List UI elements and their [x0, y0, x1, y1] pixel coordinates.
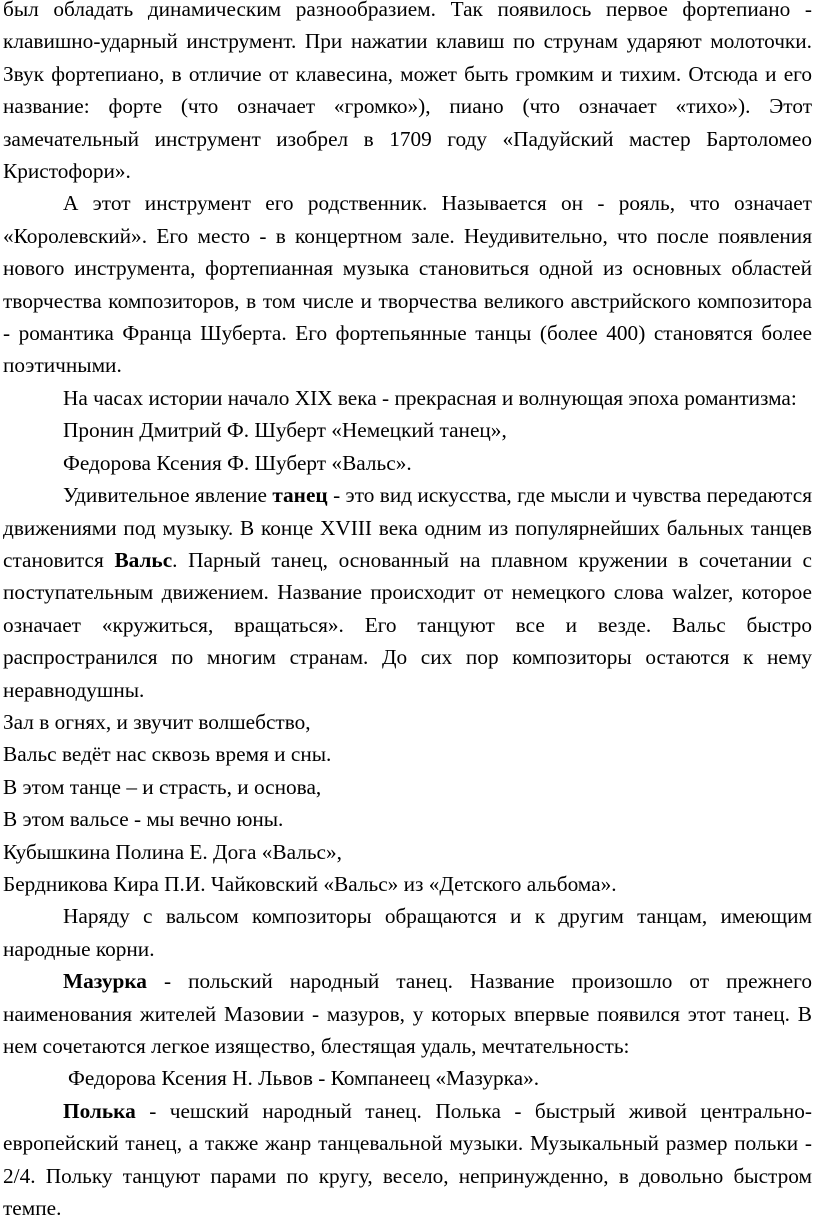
- performer-line-5: Федорова Ксения Н. Львов - Компанеец «Мазурка».: [68, 1066, 540, 1091]
- performer-line-2: Федорова Ксения Ф. Шуберт «Вальс».: [63, 450, 412, 475]
- waltz-text-c: . Парный танец, основанный на плавном кружении в сочетании с поступательным движением. Название происходит от немецкого слова walzer, которое означает «кружиться, вращаться». Его танцуют все и везде. Вальс быстро распространился по многим странам. До сих пор композиторы остаются к нему неравнодушны.: [3, 547, 812, 702]
- paragraph-piano-origin: был обладать динамическим разнообразием. Так появилось первое фортепиано - клавишно-ударный инструмент. При нажатии клавиш по струнам ударяют молоточки. Звук фортепиано, в отличие от клавесина, может быть громким и тихим. Отсюда и его название: форте (что означает «громко»), пиано (что означает «тихо»). Этот замечательный инструмент изобрел в 1709 году «Падуйский мастер Бартоломео Кристофори».: [3, 0, 812, 184]
- paragraph-polka: [3, 1095, 812, 1224]
- poem-line-3: В этом танце – и страсть, и основа,: [3, 774, 322, 799]
- poem-line-4: В этом вальсе - мы вечно юны.: [3, 807, 284, 832]
- performer-line-4: Бердникова Кира П.И. Чайковский «Вальс» из «Детского альбома».: [3, 871, 617, 896]
- performer-line-3: Кубышкина Полина Е. Дога «Вальс»,: [3, 839, 342, 864]
- paragraph-mazurka: [3, 965, 812, 1062]
- paragraph-grand-piano: А этот инструмент его родственник. Называется он - рояль, что означает «Королевский». Его место - в концертном зале. Неудивительно, что после появления нового инструмента, фортепианная музыка становиться одной из основных областей творчества композиторов, в том числе и творчества великого австрийского композитора - романтика Франца Шуберта. Его фортепьянные танцы (более 400) становятся более поэтичными.: [3, 191, 812, 378]
- term-waltz: Вальс: [114, 547, 173, 572]
- waltz-text-b: - это вид искусства, где мысли и чувства передаются движениями под музыку. В конце XVIII века одним из популярнейших бальных танцев становится: [3, 483, 812, 572]
- term-mazurka: Мазурка: [63, 969, 147, 994]
- paragraph-romanticism: На часах истории начало XIX века - прекрасная и волнующая эпоха романтизма:: [63, 385, 797, 410]
- paragraph-folk-dances: Наряду с вальсом композиторы обращаются и к другим танцам, имеющим народные корни.: [3, 904, 812, 961]
- term-polka: Полька: [63, 1098, 136, 1123]
- waltz-text-a: Удивительное явление: [63, 483, 273, 508]
- paragraph-waltz: [3, 479, 812, 706]
- performer-line-1: Пронин Дмитрий Ф. Шуберт «Немецкий танец»,: [63, 418, 507, 443]
- poem-line-2: Вальс ведёт нас сквозь время и сны.: [3, 742, 332, 767]
- term-dance: танец: [272, 483, 328, 508]
- polka-text: - чешский народный танец. Полька - быстрый живой центрально-европейский танец, а также жанр танцевальной музыки. Музыкальный размер польки - 2/4. Польку танцуют парами по кругу, весело, непринужденно, в довольно быстром темпе.: [3, 1098, 812, 1221]
- mazurka-text: - польский народный танец. Название произошло от прежнего наименования жителей Мазовии - мазуров, у которых впервые появился этот танец. В нем сочетаются легкое изящество, блестящая удаль, мечтательность:: [3, 969, 812, 1058]
- poem-line-1: Зал в огнях, и звучит волшебство,: [3, 709, 311, 734]
